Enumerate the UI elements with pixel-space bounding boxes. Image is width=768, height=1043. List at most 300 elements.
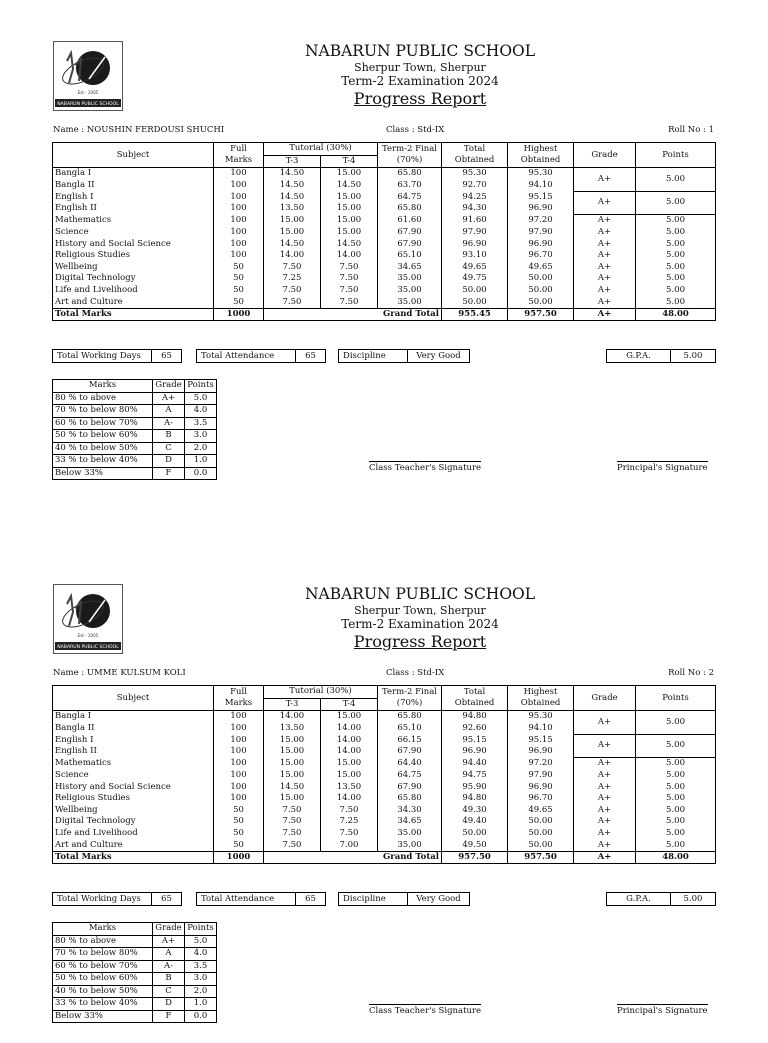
- term-final: 66.15: [378, 734, 442, 746]
- grade-range: 50 % to below 60%: [53, 430, 153, 443]
- total-obtained: 94.40: [442, 758, 508, 770]
- highest-obtained: 96.90: [508, 203, 574, 215]
- points: 5.00: [636, 770, 716, 782]
- grade-letter: B: [153, 430, 185, 443]
- svg-text:NABARUN PUBLIC SCHOOL: NABARUN PUBLIC SCHOOL: [57, 645, 119, 650]
- grade-scale-row: [53, 417, 217, 430]
- tutorial-t3: 14.50: [264, 191, 321, 203]
- highest-obtained: 96.90: [508, 238, 574, 250]
- tutorial-t3: 14.50: [264, 238, 321, 250]
- term-final: 65.80: [378, 168, 442, 180]
- subject-row: [53, 770, 716, 782]
- total-obtained: 96.90: [442, 238, 508, 250]
- total-obtained: 50.00: [442, 285, 508, 297]
- grade-range: 40 % to below 50%: [53, 985, 153, 998]
- points: 5.00: [636, 711, 716, 735]
- discipline-value: Very Good: [416, 894, 461, 904]
- header-tutorial: Tutorial (30%): [264, 686, 378, 699]
- student-name: Name : NOUSHIN FERDOUSI SHUCHI: [53, 125, 225, 135]
- subject-row: [53, 296, 716, 308]
- term-final: 65.80: [378, 711, 442, 723]
- student-class: Class : Std-IX: [386, 125, 445, 135]
- header-highest-obtained: Highest Obtained: [508, 143, 574, 168]
- full-marks: 100: [214, 723, 264, 735]
- grade-header: Grade: [153, 923, 185, 936]
- term-final: 63.70: [378, 180, 442, 192]
- total-obtained: 94.30: [442, 203, 508, 215]
- term-final: 35.00: [378, 273, 442, 285]
- grade-scale-row: [53, 973, 217, 986]
- grand-total-value: 957.50: [442, 851, 508, 864]
- grade: A+: [574, 781, 636, 793]
- tutorial-t3: 15.00: [264, 227, 321, 239]
- grade-range: 60 % to below 70%: [53, 960, 153, 973]
- tutorial-t4: 15.00: [321, 758, 378, 770]
- full-marks: 100: [214, 203, 264, 215]
- grade: A+: [574, 191, 636, 214]
- grade-range: 80 % to above: [53, 392, 153, 405]
- tutorial-t3: 14.50: [264, 781, 321, 793]
- header-term-final: Term-2 Final (70%): [378, 686, 442, 711]
- grade: A+: [574, 828, 636, 840]
- school-name: NABARUN PUBLIC SCHOOL: [304, 42, 536, 60]
- discipline-box: [338, 349, 470, 363]
- grade-point: 0.0: [185, 1010, 217, 1023]
- grade-letter: C: [153, 985, 185, 998]
- grade: A+: [574, 250, 636, 262]
- grade-header: Grade: [153, 380, 185, 393]
- grade-letter: C: [153, 442, 185, 455]
- tutorial-t4: 14.00: [321, 793, 378, 805]
- student-roll: Roll No : 1: [668, 125, 714, 135]
- progress-report: [0, 543, 768, 1043]
- term-final: 67.90: [378, 746, 442, 758]
- grade-letter: A+: [153, 392, 185, 405]
- attendance-label: Total Attendance: [197, 350, 296, 362]
- grade-range: 70 % to below 80%: [53, 948, 153, 961]
- grade-letter: A-: [153, 417, 185, 430]
- grade: A+: [574, 285, 636, 297]
- subject-name: Bangla II: [53, 180, 214, 192]
- subject-row: [53, 734, 716, 746]
- full-marks: 50: [214, 273, 264, 285]
- grade-point: 1.0: [185, 455, 217, 468]
- grade-scale-row: [53, 948, 217, 961]
- header-t3: T-3: [264, 155, 321, 168]
- grade-range: 80 % to above: [53, 935, 153, 948]
- tutorial-t4: 7.50: [321, 804, 378, 816]
- points: 5.00: [636, 839, 716, 851]
- total-row: [53, 851, 716, 864]
- total-obtained: 94.25: [442, 191, 508, 203]
- grade-header: Points: [185, 380, 217, 393]
- total-obtained: 93.10: [442, 250, 508, 262]
- total-obtained: 97.90: [442, 227, 508, 239]
- class-teacher-signature: Class Teacher's Signature: [369, 1006, 482, 1016]
- points: 5.00: [636, 804, 716, 816]
- tutorial-t4: 15.00: [321, 770, 378, 782]
- discipline-value: Very Good: [416, 351, 461, 361]
- grade: A+: [574, 711, 636, 735]
- total-grade: A+: [574, 308, 636, 321]
- discipline-label: Discipline: [339, 350, 408, 362]
- student-roll: Roll No : 2: [668, 668, 714, 678]
- total-obtained: 95.30: [442, 168, 508, 180]
- tutorial-t4: 14.50: [321, 238, 378, 250]
- tutorial-t3: 15.00: [264, 734, 321, 746]
- term-final: 65.80: [378, 203, 442, 215]
- grand-total-label: Grand Total: [264, 851, 442, 864]
- term-final: 34.65: [378, 261, 442, 273]
- grade: A+: [574, 758, 636, 770]
- total-obtained: 94.80: [442, 793, 508, 805]
- term-final: 64.75: [378, 770, 442, 782]
- tutorial-t3: 7.50: [264, 285, 321, 297]
- total-obtained: 95.15: [442, 734, 508, 746]
- grade: A+: [574, 816, 636, 828]
- school-logo: [53, 41, 123, 111]
- grade-point: 5.0: [185, 392, 217, 405]
- header-points: Points: [636, 143, 716, 168]
- tutorial-t4: 7.00: [321, 839, 378, 851]
- grade: A+: [574, 168, 636, 192]
- tutorial-t4: 7.25: [321, 816, 378, 828]
- header-grade: Grade: [574, 143, 636, 168]
- subject-row: [53, 191, 716, 203]
- tutorial-t4: 15.00: [321, 215, 378, 227]
- full-marks: 100: [214, 793, 264, 805]
- term-final: 67.90: [378, 781, 442, 793]
- student-class: Class : Std-IX: [386, 668, 445, 678]
- points: 5.00: [636, 285, 716, 297]
- tutorial-t4: 14.00: [321, 250, 378, 262]
- grade-range: 60 % to below 70%: [53, 417, 153, 430]
- grade: A+: [574, 734, 636, 757]
- grade: A+: [574, 296, 636, 308]
- grade-point: 0.0: [185, 467, 217, 480]
- highest-obtained: 95.30: [508, 168, 574, 180]
- grade-scale-row: [53, 430, 217, 443]
- full-marks: 50: [214, 296, 264, 308]
- grade-letter: B: [153, 973, 185, 986]
- full-marks: 100: [214, 168, 264, 180]
- tutorial-t4: 14.50: [321, 180, 378, 192]
- highest-obtained: 95.30: [508, 711, 574, 723]
- gpa-box: [606, 892, 716, 906]
- subject-row: [53, 227, 716, 239]
- grade-letter: F: [153, 1010, 185, 1023]
- highest-obtained: 95.15: [508, 734, 574, 746]
- tutorial-t3: 15.00: [264, 770, 321, 782]
- tutorial-t3: 14.50: [264, 180, 321, 192]
- grade-scale-row: [53, 998, 217, 1011]
- points: 5.00: [636, 828, 716, 840]
- student-name: Name : UMME KULSUM KOLI: [53, 668, 186, 678]
- grade: A+: [574, 261, 636, 273]
- total-obtained: 50.00: [442, 296, 508, 308]
- highest-obtained: 50.00: [508, 285, 574, 297]
- full-marks: 100: [214, 711, 264, 723]
- working-days-box: [52, 349, 182, 363]
- grade-header: Marks: [53, 923, 153, 936]
- term-final: 35.00: [378, 828, 442, 840]
- full-marks: 50: [214, 839, 264, 851]
- highest-obtained: 96.70: [508, 250, 574, 262]
- tutorial-t3: 15.00: [264, 215, 321, 227]
- header-t3: T-3: [264, 698, 321, 711]
- subject-name: Religious Studies: [53, 250, 214, 262]
- subject-row: [53, 168, 716, 180]
- subject-name: Art and Culture: [53, 839, 214, 851]
- subject-name: Mathematics: [53, 215, 214, 227]
- grade-letter: A-: [153, 960, 185, 973]
- highest-obtained: 97.20: [508, 758, 574, 770]
- grade-point: 2.0: [185, 442, 217, 455]
- working-days-label: Total Working Days: [53, 893, 152, 905]
- grade-point: 3.5: [185, 417, 217, 430]
- highest-obtained: 96.70: [508, 793, 574, 805]
- grade-scale-row: [53, 442, 217, 455]
- total-marks-label: Total Marks: [53, 308, 214, 321]
- svg-text:Est - 2005: Est - 2005: [77, 633, 99, 638]
- school-address: Sherpur Town, Sherpur: [354, 604, 486, 617]
- grade-scale-row: [53, 1010, 217, 1023]
- total-obtained: 49.30: [442, 804, 508, 816]
- highest-total-value: 957.50: [508, 851, 574, 864]
- tutorial-t3: 14.50: [264, 168, 321, 180]
- tutorial-t3: 7.50: [264, 804, 321, 816]
- tutorial-t3: 7.50: [264, 828, 321, 840]
- points: 5.00: [636, 734, 716, 757]
- subject-row: [53, 238, 716, 250]
- svg-text:NABARUN PUBLIC SCHOOL: NABARUN PUBLIC SCHOOL: [57, 102, 119, 107]
- highest-obtained: 50.00: [508, 296, 574, 308]
- grade-letter: F: [153, 467, 185, 480]
- points: 5.00: [636, 781, 716, 793]
- tutorial-t4: 7.50: [321, 261, 378, 273]
- subject-name: English II: [53, 746, 214, 758]
- tutorial-t4: 15.00: [321, 711, 378, 723]
- header-grade: Grade: [574, 686, 636, 711]
- grade-range: 50 % to below 60%: [53, 973, 153, 986]
- principal-signature: Principal's Signature: [617, 463, 708, 473]
- grade-header: Marks: [53, 380, 153, 393]
- header-t4: T-4: [321, 155, 378, 168]
- header-full-marks: Full Marks: [214, 143, 264, 168]
- tutorial-t4: 7.50: [321, 273, 378, 285]
- grade: A+: [574, 238, 636, 250]
- tutorial-t3: 14.00: [264, 250, 321, 262]
- subject-row: [53, 816, 716, 828]
- points: 5.00: [636, 168, 716, 192]
- points: 5.00: [636, 758, 716, 770]
- grade-header-row: [53, 380, 217, 393]
- subject-name: Digital Technology: [53, 273, 214, 285]
- points: 5.00: [636, 816, 716, 828]
- grade-header-row: [53, 923, 217, 936]
- grade-point: 4.0: [185, 948, 217, 961]
- subject-name: Science: [53, 770, 214, 782]
- subject-name: English I: [53, 191, 214, 203]
- highest-total-value: 957.50: [508, 308, 574, 321]
- grade-point: 4.0: [185, 405, 217, 418]
- header-subject: Subject: [53, 143, 214, 168]
- full-marks: 50: [214, 828, 264, 840]
- term-final: 65.10: [378, 723, 442, 735]
- term-final: 65.10: [378, 250, 442, 262]
- full-marks: 100: [214, 746, 264, 758]
- subject-name: English II: [53, 203, 214, 215]
- tutorial-t3: 7.50: [264, 816, 321, 828]
- header-subject: Subject: [53, 686, 214, 711]
- full-marks: 100: [214, 238, 264, 250]
- full-marks: 50: [214, 816, 264, 828]
- total-obtained: 95.90: [442, 781, 508, 793]
- subject-row: [53, 804, 716, 816]
- tutorial-t4: 7.50: [321, 285, 378, 297]
- subject-row: [53, 828, 716, 840]
- subject-row: [53, 781, 716, 793]
- term-final: 65.80: [378, 793, 442, 805]
- full-marks: 100: [214, 227, 264, 239]
- subject-name: History and Social Science: [53, 238, 214, 250]
- grade: A+: [574, 770, 636, 782]
- total-grade: A+: [574, 851, 636, 864]
- grade-scale-row: [53, 392, 217, 405]
- subject-row: [53, 839, 716, 851]
- principal-signature: Principal's Signature: [617, 1006, 708, 1016]
- full-marks-total: 1000: [214, 851, 264, 864]
- subject-name: Bangla I: [53, 711, 214, 723]
- attendance-box: [196, 349, 326, 363]
- exam-title: Term-2 Examination 2024: [341, 74, 499, 88]
- term-final: 64.75: [378, 191, 442, 203]
- points: 5.00: [636, 191, 716, 214]
- total-obtained: 49.65: [442, 261, 508, 273]
- working-days-value: 65: [161, 351, 172, 361]
- grade-scale-row: [53, 405, 217, 418]
- term-final: 35.00: [378, 839, 442, 851]
- header-term-final: Term-2 Final (70%): [378, 143, 442, 168]
- header-t4: T-4: [321, 698, 378, 711]
- grade-range: Below 33%: [53, 1010, 153, 1023]
- points: 5.00: [636, 250, 716, 262]
- working-days-box: [52, 892, 182, 906]
- full-marks: 50: [214, 804, 264, 816]
- total-obtained: 49.50: [442, 839, 508, 851]
- subject-name: Wellbeing: [53, 261, 214, 273]
- grade: A+: [574, 839, 636, 851]
- gpa-value: 5.00: [683, 351, 703, 361]
- school-name: NABARUN PUBLIC SCHOOL: [304, 585, 536, 603]
- highest-obtained: 50.00: [508, 839, 574, 851]
- term-final: 34.65: [378, 816, 442, 828]
- subject-name: Digital Technology: [53, 816, 214, 828]
- grade-range: 40 % to below 50%: [53, 442, 153, 455]
- header-full-marks: Full Marks: [214, 686, 264, 711]
- tutorial-t3: 13.50: [264, 203, 321, 215]
- points: 5.00: [636, 261, 716, 273]
- subject-name: Bangla II: [53, 723, 214, 735]
- grade-point: 3.0: [185, 430, 217, 443]
- full-marks: 100: [214, 734, 264, 746]
- tutorial-t4: 14.00: [321, 723, 378, 735]
- term-final: 34.30: [378, 804, 442, 816]
- term-final: 67.90: [378, 238, 442, 250]
- subject-row: [53, 758, 716, 770]
- term-final: 61.60: [378, 215, 442, 227]
- grade: A+: [574, 273, 636, 285]
- subject-name: Life and Livelihood: [53, 828, 214, 840]
- grade-header: Points: [185, 923, 217, 936]
- term-final: 35.00: [378, 296, 442, 308]
- term-final: 35.00: [378, 285, 442, 297]
- subject-row: [53, 285, 716, 297]
- grade: A+: [574, 227, 636, 239]
- total-obtained: 92.60: [442, 723, 508, 735]
- grade-scale-row: [53, 985, 217, 998]
- working-days-value: 65: [161, 894, 172, 904]
- grade-range: 33 % to below 40%: [53, 455, 153, 468]
- grade-scale-row: [53, 935, 217, 948]
- tutorial-t4: 14.00: [321, 734, 378, 746]
- header-highest-obtained: Highest Obtained: [508, 686, 574, 711]
- full-marks: 100: [214, 215, 264, 227]
- grade-letter: A: [153, 405, 185, 418]
- tutorial-t3: 7.50: [264, 261, 321, 273]
- total-obtained: 50.00: [442, 828, 508, 840]
- working-days-label: Total Working Days: [53, 350, 152, 362]
- tutorial-t3: 7.50: [264, 839, 321, 851]
- full-marks: 100: [214, 250, 264, 262]
- header-total-obtained: Total Obtained: [442, 686, 508, 711]
- class-teacher-signature: Class Teacher's Signature: [369, 463, 482, 473]
- highest-obtained: 97.90: [508, 770, 574, 782]
- svg-text:Est - 2005: Est - 2005: [77, 90, 99, 95]
- grade-range: 70 % to below 80%: [53, 405, 153, 418]
- subject-name: Life and Livelihood: [53, 285, 214, 297]
- full-marks: 50: [214, 285, 264, 297]
- attendance-box: [196, 892, 326, 906]
- exam-title: Term-2 Examination 2024: [341, 617, 499, 631]
- grade-point: 2.0: [185, 985, 217, 998]
- gpa-label: G.P.A.: [607, 350, 671, 362]
- total-row: [53, 308, 716, 321]
- subject-name: Bangla I: [53, 168, 214, 180]
- grade-point: 5.0: [185, 935, 217, 948]
- grading-scale-table: [52, 922, 217, 1023]
- marks-table: [52, 685, 716, 864]
- subject-name: Religious Studies: [53, 793, 214, 805]
- term-final: 67.90: [378, 227, 442, 239]
- discipline-box: [338, 892, 470, 906]
- tutorial-t3: 15.00: [264, 746, 321, 758]
- points: 5.00: [636, 296, 716, 308]
- highest-obtained: 96.90: [508, 781, 574, 793]
- subject-name: History and Social Science: [53, 781, 214, 793]
- points: 5.00: [636, 273, 716, 285]
- subject-row: [53, 250, 716, 262]
- full-marks: 100: [214, 781, 264, 793]
- full-marks-total: 1000: [214, 308, 264, 321]
- full-marks: 100: [214, 191, 264, 203]
- highest-obtained: 96.90: [508, 746, 574, 758]
- full-marks: 50: [214, 261, 264, 273]
- grade-scale-row: [53, 467, 217, 480]
- grade-letter: D: [153, 455, 185, 468]
- tutorial-t3: 15.00: [264, 758, 321, 770]
- tutorial-t4: 7.50: [321, 828, 378, 840]
